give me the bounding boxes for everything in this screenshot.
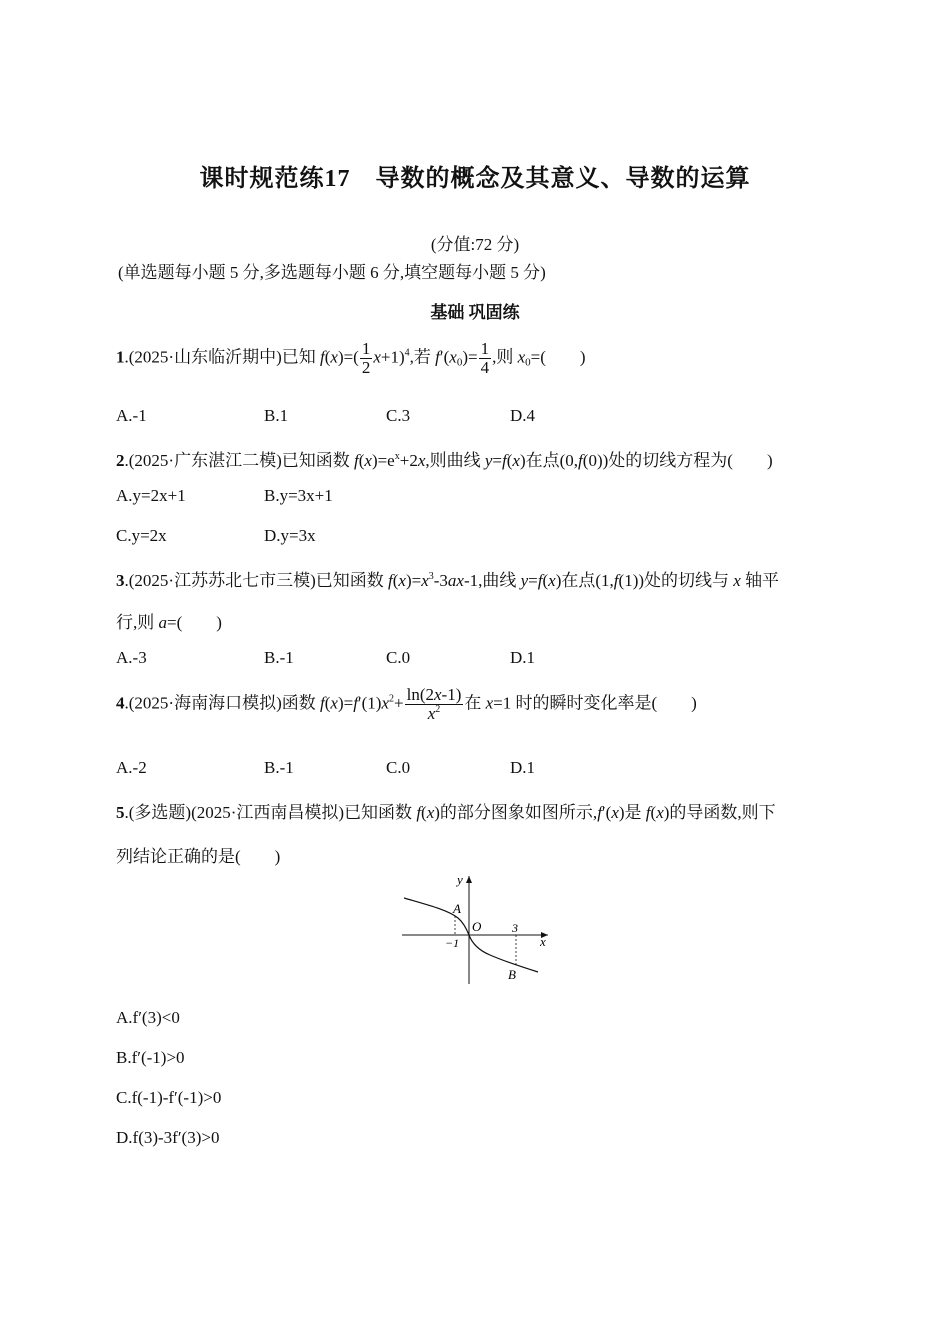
question-4: 4.(2025·海南海口模拟)函数 $f(x)=f'(1)x^2+$ $\frac{\ln(2x-1)}{x^2}$ 在 x=1 时的瞬时变化率是( ) bbox=[116, 685, 697, 723]
question-source: .(2025·广东湛江二模) bbox=[124, 451, 282, 470]
tick-3: 3 bbox=[512, 921, 518, 935]
q5-option-a[interactable]: A.f′(3)<0 bbox=[116, 1008, 180, 1027]
q2-option-b[interactable]: B.y=3x+1 bbox=[264, 486, 333, 505]
q5-option-c[interactable]: C.f(-1)-f′(-1)>0 bbox=[116, 1088, 222, 1107]
q4-option-c[interactable]: C.0 bbox=[386, 758, 411, 777]
tick-neg1: −1 bbox=[445, 936, 460, 950]
fraction-ln: $\frac{\ln(2x-1)}{x^2}$ bbox=[406, 685, 462, 723]
origin-label: O bbox=[472, 919, 482, 934]
point-b-label: B bbox=[508, 967, 516, 982]
q2-option-a[interactable]: A.y=2x+1 bbox=[116, 486, 186, 505]
q3-option-a[interactable]: A.-3 bbox=[116, 648, 147, 667]
q2-option-d[interactable]: D.y=3x bbox=[264, 526, 316, 545]
question-3: 3.(2025·江苏苏北七市三模)已知函数 $f(x)=x^3-3ax-1$,曲线 y=f(x)在点(1,f(1))处的切线与 x 轴平 bbox=[116, 571, 780, 590]
question-source: .(多选题)(2025·江西南昌模拟) bbox=[124, 803, 345, 822]
point-a-label: A bbox=[453, 901, 461, 916]
score-rule: (单选题每小题 5 分,多选题每小题 6 分,填空题每小题 5 分) bbox=[118, 263, 546, 282]
q3-option-c[interactable]: C.0 bbox=[386, 648, 411, 667]
question-number: 4 bbox=[116, 693, 125, 713]
question-2: 2.(2025·广东湛江二模)已知函数 $f(x)=e^x+2x$,则曲线 y=f(x)在点(0,f(0))处的切线方程为( ) bbox=[116, 451, 773, 470]
y-axis-arrow bbox=[466, 876, 472, 883]
question-number: 1 bbox=[116, 347, 125, 367]
q3-option-d[interactable]: D.1 bbox=[510, 648, 536, 667]
q4-option-d[interactable]: D.1 bbox=[510, 758, 536, 777]
question-source: .(2025·海南海口模拟) bbox=[124, 693, 282, 713]
question-1: 1.(2025·山东临沂期中)已知 f(x)=( $\frac{1}{2}$ x+1)$^4$,若 $f'(x_0)=$ $\frac{1}{4}$ ,则 $x_0=$( ) bbox=[116, 339, 586, 377]
question-number: 5 bbox=[116, 803, 125, 822]
page-title: 课时规范练17 导数的概念及其意义、导数的运算 bbox=[199, 166, 751, 192]
x-axis-label: x bbox=[540, 934, 546, 949]
fraction-quarter: $\frac{1}{4}$ bbox=[480, 339, 490, 377]
function-graph bbox=[398, 872, 558, 990]
q5-option-b[interactable]: B.f′(-1)>0 bbox=[116, 1048, 185, 1067]
fraction-half: $\frac{1}{2}$ bbox=[361, 339, 371, 377]
q4-option-a[interactable]: A.-2 bbox=[116, 758, 147, 777]
q2-option-c[interactable]: C.y=2x bbox=[116, 526, 167, 545]
score-total: (分值:72 分) bbox=[430, 235, 520, 254]
q1-option-a[interactable]: A.-1 bbox=[116, 406, 147, 425]
question-5-continued: 列结论正确的是( ) bbox=[116, 847, 281, 866]
q1-option-c[interactable]: C.3 bbox=[386, 406, 411, 425]
section-heading: 基础 巩固练 bbox=[430, 303, 520, 322]
q3-option-b[interactable]: B.-1 bbox=[264, 648, 294, 667]
question-source: .(2025·江苏苏北七市三模) bbox=[124, 571, 316, 590]
question-source: .(2025·山东临沂期中) bbox=[124, 347, 282, 367]
q1-option-b[interactable]: B.1 bbox=[264, 406, 289, 425]
question-number: 3 bbox=[116, 571, 125, 590]
q5-option-d[interactable]: D.f(3)-3f′(3)>0 bbox=[116, 1128, 220, 1147]
question-3-continued: 行,则 a=( ) bbox=[116, 613, 222, 632]
q1-option-d[interactable]: D.4 bbox=[510, 406, 536, 425]
q4-option-b[interactable]: B.-1 bbox=[264, 758, 294, 777]
question-5: 5.(多选题)(2025·江西南昌模拟)已知函数 f(x)的部分图象如图所示,f′(x)是 f(x)的导函数,则下 bbox=[116, 803, 776, 822]
question-number: 2 bbox=[116, 451, 125, 470]
y-axis-label: y bbox=[457, 872, 463, 887]
